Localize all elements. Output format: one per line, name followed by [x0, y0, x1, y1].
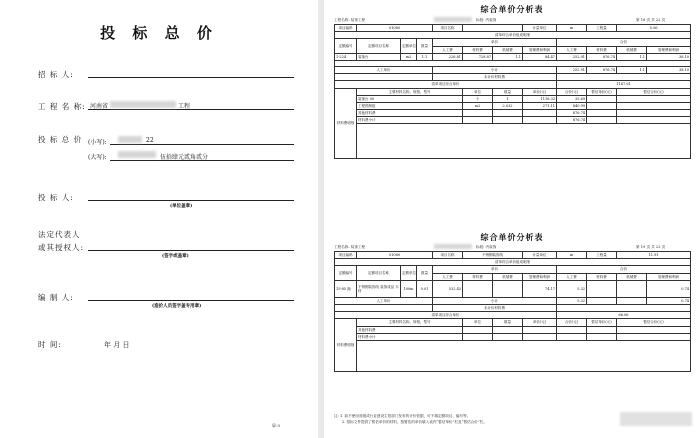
material-row: 装饰台 00 个 1 1116.33 35.69	[335, 95, 691, 102]
sheet-2-page: 第 19 页 共 22 页	[636, 245, 666, 249]
sheet-2-section: 标段: 内装饰	[476, 245, 497, 249]
col-header: 定额项目名称	[357, 39, 401, 53]
col-header: 定额编号	[335, 266, 357, 280]
table-cell: 1.1	[617, 53, 647, 60]
project-name-line	[88, 109, 294, 110]
col-header: 人工费	[433, 46, 463, 53]
mat-col-header: 暂估合价(元)	[617, 88, 691, 95]
bidder-label: 投 标 人:	[38, 193, 74, 202]
col-header: 机械费	[493, 273, 523, 280]
small-amount-line	[110, 144, 294, 145]
table-cell	[617, 280, 647, 297]
price-group: 单价	[433, 266, 557, 273]
table-cell: 728.87	[463, 53, 493, 60]
col-header: 材料费	[463, 46, 493, 53]
material-row: 工程预制板 m2 2.032 271.11 840.99	[335, 102, 691, 109]
col-header: 管理费和利润	[647, 273, 691, 280]
redacted-block	[434, 244, 472, 249]
table-cell: 0.01	[417, 280, 433, 297]
analysis-sheet-2	[334, 232, 690, 438]
table-cell: 5.32	[557, 280, 587, 297]
project-name-prefix: 河南省	[90, 103, 109, 110]
mat-col-header: 主要材料名称、规格、型号	[357, 319, 463, 326]
col-header: 管理费和利润	[523, 273, 557, 280]
subtotal-cell	[587, 297, 617, 304]
mat-col-header: 单价(元)	[523, 319, 557, 326]
total-group: 合价	[557, 39, 691, 46]
mat-col-header: 暂估单价(元)	[587, 88, 617, 95]
big-amount-label: (大写):	[88, 154, 107, 161]
watermark	[620, 412, 692, 426]
table-cell	[493, 280, 523, 297]
big-amount-value: 伍拾肆元贰角贰分	[160, 154, 209, 161]
sheet-1-section: 标段: 内装饰	[476, 18, 497, 22]
analysis-sheet-1	[334, 4, 690, 216]
material-row: 其他材料费 876.74	[335, 110, 691, 117]
cover-title: 投 标 总 价	[100, 24, 218, 42]
col-header: 机械费	[617, 273, 647, 280]
bidder-line	[88, 200, 294, 201]
subtotal-cell: 252.91	[557, 66, 587, 73]
col-header: 数量	[417, 266, 433, 280]
mat-col-header: 合价(元)	[557, 88, 587, 95]
table-cell: 84.47	[523, 53, 557, 60]
col-header: 管理费和利润	[523, 46, 557, 53]
sheet-1-page: 第 18 页 共 22 页	[636, 18, 666, 22]
subtotal-label: 小计	[433, 66, 557, 73]
unit-value: m	[557, 252, 587, 259]
redacted-block	[110, 101, 176, 108]
col-header: 材料费	[587, 46, 617, 53]
unpriced-label: 未计价材料费	[433, 304, 557, 311]
name-label: 项目名称	[433, 25, 463, 32]
legal-rep-line	[88, 250, 294, 251]
small-amount-label: (小写):	[88, 139, 107, 146]
mat-col-header: 数量	[493, 319, 523, 326]
table-row	[335, 53, 691, 60]
tenderer-label: 招 标 人:	[38, 70, 74, 79]
mat-col-header: 暂估合价(元)	[617, 319, 691, 326]
subtotal-label: 小计	[433, 297, 557, 304]
col-header: 机械费	[493, 46, 523, 53]
col-header: 机械费	[617, 46, 647, 53]
name-label: 项目名称	[433, 252, 463, 259]
mat-col-header: 数量	[493, 88, 523, 95]
sheet-2-project: 工程名称: 装饰工程	[334, 245, 366, 249]
col-header: 材料费	[463, 273, 493, 280]
table-cell: 252.91	[557, 53, 587, 60]
table-cell: 532.43	[433, 280, 463, 297]
qty-value: 5.56	[617, 25, 691, 32]
legal-rep-caption: (签字或盖章)	[162, 254, 189, 259]
legal-rep-label-1: 法定代表人	[38, 230, 81, 239]
qty-label: 工程量	[587, 252, 617, 259]
unit-value: m	[557, 25, 587, 32]
time-value: 年 月 日	[104, 341, 130, 349]
col-header: 数量	[417, 39, 433, 53]
code-label: 项目编码	[335, 25, 357, 32]
col-header: 管理费和利润	[647, 46, 691, 53]
material-label: 材料费明细	[335, 88, 357, 159]
material-row: 其他材料费	[335, 326, 691, 333]
table-cell: 226.81	[433, 53, 463, 60]
analysis-page	[324, 0, 700, 438]
project-name-suffix: 工程	[178, 103, 191, 110]
qty-label: 工程量	[587, 25, 617, 32]
col-header: 定额项目名称	[357, 266, 401, 280]
table-cell: 74.17	[523, 280, 557, 297]
mat-col-header: 单价(元)	[523, 88, 557, 95]
table-row	[335, 280, 691, 297]
mat-col-header: 单位	[463, 88, 493, 95]
total-price-label: 投 标 总 价	[38, 135, 83, 144]
tenderer-line	[88, 77, 294, 78]
code-label: 项目编码	[335, 252, 357, 259]
detail-header: 清单综合单价组成明细	[335, 259, 691, 266]
compiler-line	[88, 300, 294, 301]
bidder-caption: (单位盖章)	[170, 204, 193, 209]
col-header: 人工费	[557, 46, 587, 53]
unit-wage-label: 人工单价	[335, 66, 433, 73]
subtotal-cell: 5.32	[557, 297, 587, 304]
clear-price-value: 1167.61	[557, 81, 691, 88]
col-header: 人工费	[433, 273, 463, 280]
table-cell: 装饰台	[357, 53, 401, 60]
subtotal-cell: 1.1	[617, 66, 647, 73]
small-amount-value: 22	[146, 137, 154, 144]
total-group: 合价	[557, 266, 691, 273]
table-cell: 1.1	[493, 53, 523, 60]
redacted-block	[118, 151, 156, 158]
table-cell: 38.10	[647, 53, 691, 60]
sheet-1-title: 综合单价分析表	[480, 4, 544, 14]
code-value: 01080	[357, 252, 433, 259]
mat-col-header: 合价(元)	[557, 319, 587, 326]
table-cell: 1.1	[417, 53, 433, 60]
time-label: 时 间:	[38, 340, 62, 349]
table-cell: 100m	[401, 280, 417, 297]
code-value: 01080	[388, 26, 401, 31]
legal-rep-label-2: 或其授权人:	[38, 243, 85, 252]
table-cell: 1-224	[335, 53, 357, 60]
clear-price-label: 清单项目综合单价	[335, 81, 557, 88]
table-cell: 15-85 换	[335, 280, 357, 297]
material-label: 材料费明细	[335, 319, 357, 372]
redacted-block	[434, 17, 472, 22]
redacted-block	[118, 136, 142, 143]
col-header: 人工费	[557, 273, 587, 280]
col-header: 定额单位	[401, 266, 417, 280]
table-cell	[463, 280, 493, 297]
unit-label: 计量单位	[523, 25, 557, 32]
cover-page	[0, 0, 318, 438]
unpriced-label: 未计价材料费	[433, 74, 557, 81]
mat-col-header: 主要材料名称、规格、型号	[357, 88, 463, 95]
footnote-1: 注: 1. 如不使用省级或行业建设主管部门发布的计价依据，可不填定额项目、编号等。	[334, 414, 471, 418]
col-header: 定额编号	[335, 39, 357, 53]
subtotal-cell: 876.74	[587, 66, 617, 73]
qty-value: 11.91	[617, 252, 691, 259]
unit-wage-label: 人工单价	[335, 297, 433, 304]
material-row: 材料费小计 876.74	[335, 117, 691, 124]
subtotal-cell	[617, 297, 647, 304]
sheet-2-title: 综合单价分析表	[480, 232, 544, 242]
col-header: 材料费	[587, 273, 617, 280]
table-cell	[587, 280, 617, 297]
table-cell: 不锈钢装饰线 装饰成品 木材	[357, 280, 401, 297]
project-name-label: 工 程 名 称:	[38, 102, 86, 111]
unit-label: 计量单位	[523, 252, 557, 259]
name-value: 不锈钢装饰线	[463, 252, 523, 259]
table-cell: 0.74	[647, 280, 691, 297]
subtotal-cell: 38.10	[647, 66, 691, 73]
detail-header: 清单综合单价组成明细	[335, 32, 691, 39]
compiler-caption: (造价人员签字盖专用章)	[152, 304, 202, 309]
clear-price-label: 清单项目综合单价	[335, 312, 557, 319]
mat-col-header: 单位	[463, 319, 493, 326]
page-number: 扉-3	[272, 423, 280, 428]
clear-price-value: 66.06	[557, 312, 691, 319]
subtotal-cell: 0.74	[647, 297, 691, 304]
col-header: 定额单位	[401, 39, 417, 53]
price-group: 单价	[433, 39, 557, 46]
compiler-label: 编 制 人:	[38, 293, 74, 302]
sheet-1-project: 工程名称: 装饰工程	[334, 18, 366, 22]
material-row: 材料费小计	[335, 333, 691, 340]
table-cell: m2	[401, 53, 417, 60]
footnote-2: 2. 招标文件提供了暂估单价的材料，按暂估的单价填入表内“暂估单价”栏及“暂估合价”栏。	[342, 420, 487, 424]
mat-col-header: 暂估单价(元)	[587, 319, 617, 326]
sheet-2-table	[334, 251, 691, 372]
sheet-1-table	[334, 24, 691, 159]
table-cell: 876.74	[587, 53, 617, 60]
